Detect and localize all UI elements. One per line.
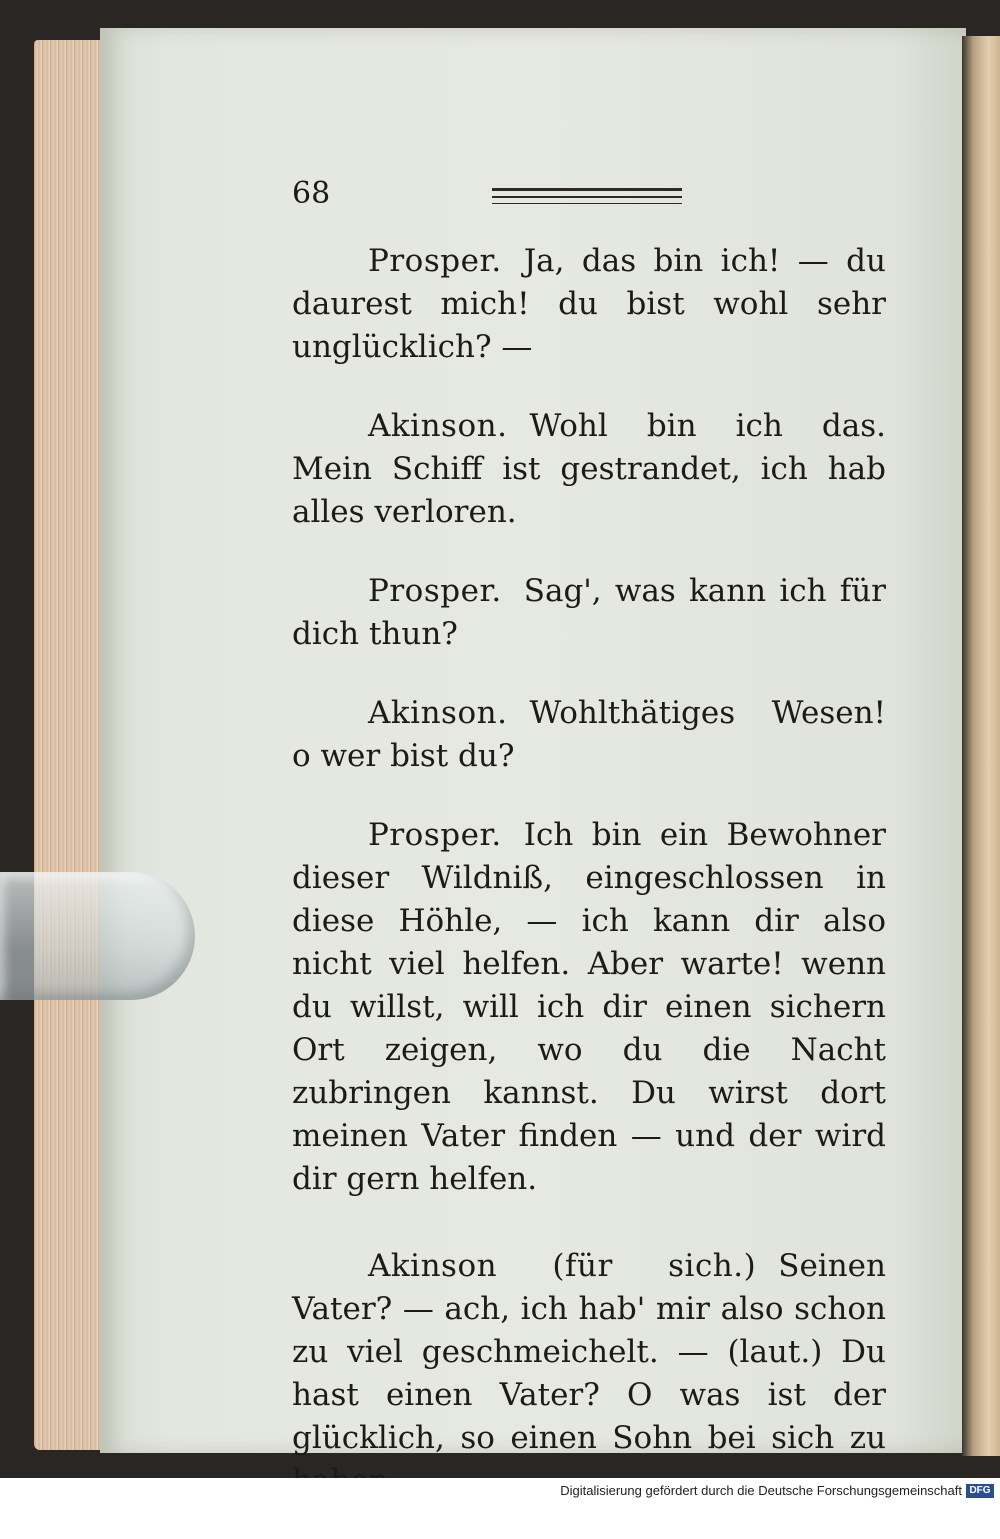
dialogue-text: Wohl bin ich das. Mein Schiff ist gestrandet, ich hab alles verloren. bbox=[292, 408, 886, 530]
dialogue-text: Ich bin ein Bewohner dieser Wildniß, eingeschlossen in diese Höhle, — ich kann dir also nicht viel helfen. Aber warte! wenn du willst, will ich dir einen sichern Ort zeigen, wo du die Nacht zubringen kannst. Du wirst dort meinen Vater finden — und der wird dir gern helfen. bbox=[292, 817, 886, 1197]
speaker-name: Akinson (für sich.) bbox=[368, 1248, 757, 1284]
glass-page-holder bbox=[0, 872, 195, 1000]
dialogue-text: Wohlthätiges Wesen! o wer bist du? bbox=[292, 695, 886, 774]
speaker-name: Akinson. bbox=[368, 695, 508, 731]
page-number: 68 bbox=[292, 176, 331, 211]
dialogue-text: Seinen Vater? — ach, ich hab' mir also schon zu viel geschmeichelt. — (laut.) Du hast einen Vater? O was ist der glücklich, so einen Sohn bei sich zu bbox=[292, 1248, 886, 1456]
speaker-name: Akinson. bbox=[368, 408, 508, 444]
dialogue-paragraph bbox=[292, 814, 886, 1201]
facing-page-edge bbox=[962, 36, 1000, 1456]
dialogue-paragraph bbox=[292, 1245, 886, 1503]
speaker-name: Prosper. bbox=[368, 243, 502, 279]
header-rule bbox=[492, 203, 682, 204]
dialogue-text: Sag', was kann ich für dich thun? bbox=[292, 573, 886, 652]
dialogue-paragraph bbox=[292, 570, 886, 656]
header-rule bbox=[492, 196, 682, 198]
dialogue-paragraph bbox=[292, 240, 886, 369]
dialogue-paragraph bbox=[292, 692, 886, 778]
header-rule bbox=[492, 188, 682, 191]
page-header bbox=[292, 170, 886, 240]
dialogue-paragraph bbox=[292, 405, 886, 534]
speaker-name: Prosper. bbox=[368, 817, 502, 853]
speaker-name: Prosper. bbox=[368, 573, 502, 609]
dialogue-text: Ja, das bin ich! — du daurest mich! du bist wohl sehr unglücklich? — bbox=[292, 243, 886, 365]
page-content bbox=[292, 170, 886, 1539]
funding-notice: Digitalisierung gefördert durch die Deutsche Forschungsgemeinschaft bbox=[560, 1483, 962, 1498]
dfg-logo-icon: DFG bbox=[966, 1484, 994, 1498]
digitization-footer bbox=[0, 1478, 1000, 1504]
